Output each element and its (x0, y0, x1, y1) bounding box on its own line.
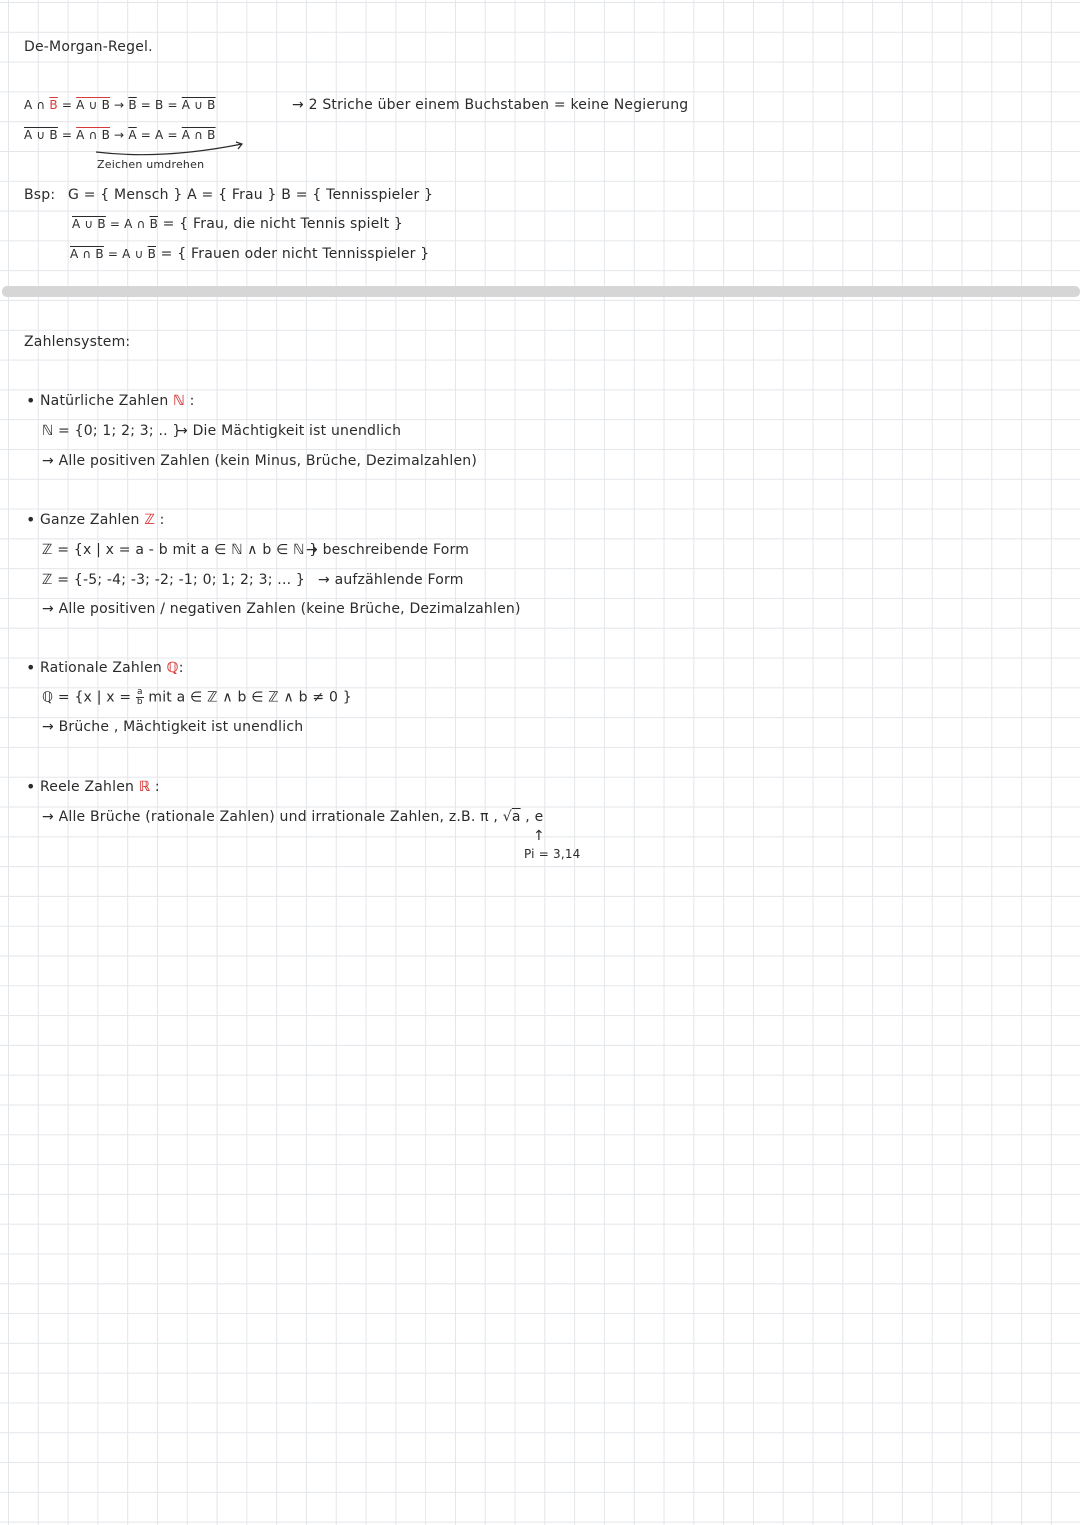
example-line-1: A ∪ B = A ∩ $\overline{B}$ = { Frau, die nicht Tennis spielt } (72, 216, 404, 232)
overlined-b: $\overline{B}$ (49, 98, 58, 112)
bullet-real: • (26, 777, 36, 796)
integer-set-descriptive: ℤ = {x | x = a - b mit a ∈ ℕ ∧ b ∈ ℕ } (42, 542, 319, 558)
demorgan-line-2: A ∪ B = A ∩ $B \to \overline{A} = A = A$ ∩ B (24, 128, 216, 142)
rational-heading: Rationale Zahlen ℚ: (40, 660, 184, 676)
result-intersection: A ∩ B (181, 128, 216, 142)
sqrt-symbol: √ (502, 809, 512, 825)
natural-description: → Alle positiven Zahlen (kein Minus, Brüche, Dezimalzahlen) (42, 453, 478, 469)
real-description: → Alle Brüche (rationale Zahlen) und irrationale Zahlen, z.B. π , √a , e (42, 809, 544, 825)
example-sets: G = { Mensch } A = { Frau } B = { Tennisspieler } (68, 187, 434, 203)
natural-set: ℕ = {0; 1; 2; 3; .. } (42, 423, 182, 439)
bullet-rational: • (26, 658, 36, 677)
integer-descriptive-note: → beschreibende Form (306, 542, 470, 558)
fraction-a-over-b: $\frac{a}{b}$ (136, 687, 143, 707)
negated-union: A ∪ B (76, 98, 111, 112)
negated-intersection: A ∩ B (76, 128, 111, 142)
overlined-b-2: $\overline{B}$ (128, 98, 137, 112)
natural-symbol: ℕ (173, 393, 185, 409)
rational-symbol: ℚ (166, 660, 179, 676)
integer-heading: Ganze Zahlen ℤ : (40, 512, 165, 528)
demorgan-line-1: A ∩ $\overline{B} = A$ ∪ $B \to \overline{B} = B = A$ ∪ B (24, 98, 216, 112)
natural-cardinality: → Die Mächtigkeit ist unendlich (176, 423, 402, 439)
result-union: A ∪ B (181, 98, 216, 112)
pi-note: Pi = 3,14 (524, 847, 581, 861)
up-arrow-icon: ↑ (533, 828, 545, 844)
double-bar-note: → 2 Striche über einem Buchstaben = keine Negierung (292, 97, 689, 113)
example-label: Bsp: (24, 187, 56, 203)
demorgan-title: De-Morgan-Regel. (24, 39, 153, 55)
integer-set-enumerative: ℤ = {-5; -4; -3; -2; -1; 0; 1; 2; 3; ... } (42, 572, 305, 588)
bullet-integer: • (26, 510, 36, 529)
integer-enumerative-note: → aufzählende Form (318, 572, 464, 588)
rational-set: ℚ = {x | x = $\frac{a}{b}$ mit a ∈ ℤ ∧ b ∈ ℤ ∧ b ≠ 0 } (42, 687, 352, 707)
real-symbol: ℝ (138, 779, 151, 795)
integer-symbol: ℤ (144, 512, 155, 528)
integer-description: → Alle positiven / negativen Zahlen (keine Brüche, Dezimalzahlen) (42, 601, 521, 617)
overlined-a: $\overline{A}$ (128, 128, 137, 142)
natural-heading: Natürliche Zahlen ℕ : (40, 393, 195, 409)
turn-arrow-icon (92, 138, 252, 158)
rational-description: → Brüche , Mächtigkeit ist unendlich (42, 719, 304, 735)
real-heading: Reele Zahlen ℝ : (40, 779, 160, 795)
section-divider (2, 286, 1080, 297)
zahlensystem-title: Zahlensystem: (24, 334, 131, 350)
example-line-2: A ∩ B = A ∪ $\overline{B}$ = { Frauen oder nicht Tennisspieler } (70, 246, 430, 262)
turn-label: Zeichen umdrehen (97, 158, 205, 171)
overlined-union: A ∪ B (24, 128, 58, 142)
bullet-natural: • (26, 391, 36, 410)
